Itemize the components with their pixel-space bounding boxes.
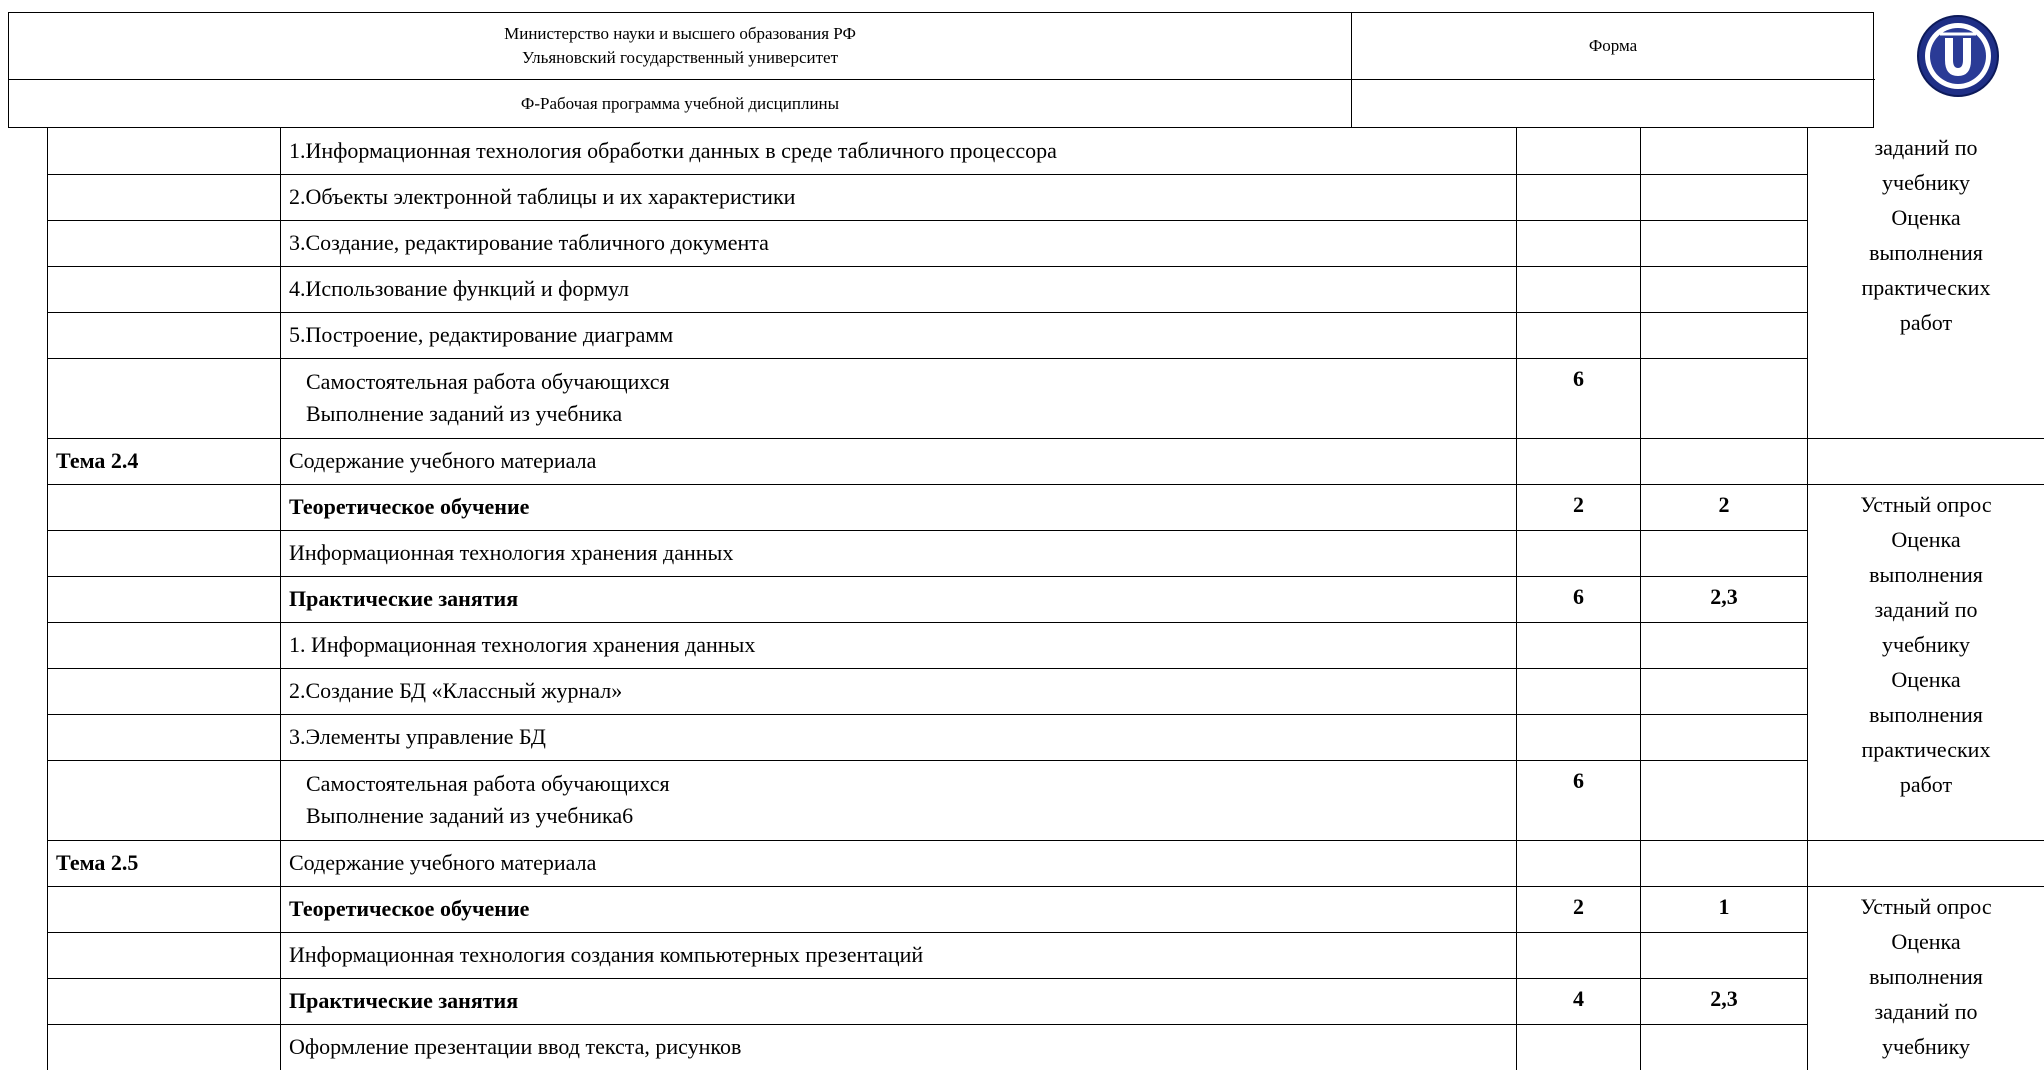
control-forms-cell	[1808, 128, 2044, 438]
level-cell	[1641, 622, 1808, 668]
self-study-title: Самостоятельная работа обучающихся	[306, 768, 1508, 800]
theme-cell	[48, 312, 281, 358]
theme-cell	[48, 576, 281, 622]
form-label-cell	[1351, 13, 1875, 79]
control-line: учебнику	[1816, 165, 2036, 200]
document-title: Ф-Рабочая программа учебной дисциплины	[521, 94, 839, 114]
content-cell: Содержание учебного материала	[281, 840, 1517, 886]
level-cell	[1641, 128, 1808, 174]
content-cell: Практические занятия	[281, 978, 1517, 1024]
self-study-detail: Выполнение заданий из учебника	[306, 398, 1508, 430]
control-line: Устный опрос	[1816, 487, 2036, 522]
table-row	[48, 576, 2044, 622]
level-cell	[1641, 530, 1808, 576]
content-cell: Содержание учебного материала	[281, 438, 1517, 484]
table-row	[48, 438, 2044, 484]
control-line: Устный опрос	[1816, 889, 2036, 924]
level-cell: 2	[1641, 484, 1808, 530]
control-line: заданий по	[1816, 592, 2036, 627]
self-study-title: Самостоятельная работа обучающихся	[306, 366, 1508, 398]
control-line: учебнику	[1816, 627, 2036, 662]
content-cell: 2.Объекты электронной таблицы и их характеристики	[281, 174, 1517, 220]
control-line: заданий по	[1816, 130, 2036, 165]
self-study-detail: Выполнение заданий из учебника6	[306, 800, 1508, 832]
theme-cell	[48, 714, 281, 760]
level-cell: 1	[1641, 886, 1808, 932]
theme-cell	[48, 530, 281, 576]
content-cell: Информационная технология хранения данных	[281, 530, 1517, 576]
level-cell	[1641, 312, 1808, 358]
content-cell: Оформление презентации ввод текста, рисунков	[281, 1024, 1517, 1070]
theme-cell: Тема 2.5	[48, 840, 281, 886]
hours-cell	[1517, 622, 1641, 668]
level-cell	[1641, 220, 1808, 266]
control-line: Оценка	[1816, 924, 2036, 959]
control-line: заданий по	[1816, 994, 2036, 1029]
hours-cell	[1517, 220, 1641, 266]
table-row	[48, 978, 2044, 1024]
table-row	[48, 530, 2044, 576]
control-line: выполнения	[1816, 959, 2036, 994]
content-cell: Теоретическое обучение	[281, 886, 1517, 932]
table-row	[48, 1024, 2044, 1070]
table-row	[48, 840, 2044, 886]
content-cell: Теоретическое обучение	[281, 484, 1517, 530]
hours-cell	[1517, 840, 1641, 886]
university-logo-icon	[1916, 14, 2000, 98]
table-row	[48, 358, 2044, 438]
theme-cell	[48, 174, 281, 220]
control-line: практических	[1816, 732, 2036, 767]
level-cell	[1641, 358, 1808, 438]
hours-cell: 4	[1517, 978, 1641, 1024]
control-forms-cell	[1808, 438, 2044, 484]
content-cell: 5.Построение, редактирование диаграмм	[281, 312, 1517, 358]
theme-cell	[48, 266, 281, 312]
document-header	[8, 12, 1874, 128]
theme-cell: Тема 2.4	[48, 438, 281, 484]
table-row	[48, 714, 2044, 760]
content-cell	[281, 760, 1517, 840]
table-row	[48, 622, 2044, 668]
hours-cell	[1517, 128, 1641, 174]
control-forms-cell	[1808, 840, 2044, 886]
theme-cell	[48, 978, 281, 1024]
level-cell	[1641, 760, 1808, 840]
content-cell: Информационная технология создания компьютерных презентаций	[281, 932, 1517, 978]
content-cell: 3.Создание, редактирование табличного документа	[281, 220, 1517, 266]
document-title-cell	[9, 79, 1351, 129]
form-label: Форма	[1589, 36, 1637, 56]
content-cell: 1. Информационная технология хранения данных	[281, 622, 1517, 668]
control-line: выполнения	[1816, 235, 2036, 270]
table-row	[48, 484, 2044, 530]
level-cell	[1641, 668, 1808, 714]
hours-cell	[1517, 438, 1641, 484]
hours-cell: 2	[1517, 484, 1641, 530]
theme-cell	[48, 220, 281, 266]
table-row	[48, 266, 2044, 312]
table-row	[48, 128, 2044, 174]
level-cell	[1641, 266, 1808, 312]
table-row	[48, 932, 2044, 978]
theme-cell	[48, 760, 281, 840]
theme-cell	[48, 886, 281, 932]
hours-cell: 2	[1517, 886, 1641, 932]
hours-cell	[1517, 174, 1641, 220]
control-forms-cell	[1808, 886, 2044, 1070]
theme-cell	[48, 484, 281, 530]
table-row	[48, 220, 2044, 266]
university-name: Ульяновский государственный университет	[522, 46, 838, 70]
control-line: работ	[1816, 305, 2036, 340]
hours-cell	[1517, 530, 1641, 576]
content-cell: 4.Использование функций и формул	[281, 266, 1517, 312]
control-line: работ	[1816, 767, 2036, 802]
level-cell	[1641, 174, 1808, 220]
control-line: Оценка	[1816, 200, 2036, 235]
hours-cell	[1517, 1024, 1641, 1070]
control-line: выполнения	[1816, 557, 2036, 592]
hours-cell: 6	[1517, 576, 1641, 622]
control-line: Оценка	[1816, 662, 2036, 697]
hours-cell	[1517, 312, 1641, 358]
level-cell: 2,3	[1641, 978, 1808, 1024]
curriculum-table	[47, 128, 2044, 1070]
theme-cell	[48, 128, 281, 174]
hours-cell	[1517, 932, 1641, 978]
content-cell: 2.Создание БД «Классный журнал»	[281, 668, 1517, 714]
level-cell	[1641, 438, 1808, 484]
theme-cell	[48, 1024, 281, 1070]
content-cell: 1.Информационная технология обработки данных в среде табличного процессора	[281, 128, 1517, 174]
hours-cell	[1517, 714, 1641, 760]
control-line: Оценка	[1816, 522, 2036, 557]
level-cell: 2,3	[1641, 576, 1808, 622]
table-row	[48, 760, 2044, 840]
control-line: учебнику	[1816, 1029, 2036, 1064]
content-cell	[281, 358, 1517, 438]
hours-cell: 6	[1517, 760, 1641, 840]
level-cell	[1641, 714, 1808, 760]
header-organization-cell	[9, 13, 1351, 79]
table-row	[48, 668, 2044, 714]
control-line: выполнения	[1816, 697, 2036, 732]
content-cell: Практические занятия	[281, 576, 1517, 622]
theme-cell	[48, 932, 281, 978]
theme-cell	[48, 622, 281, 668]
table-row	[48, 886, 2044, 932]
theme-cell	[48, 358, 281, 438]
level-cell	[1641, 1024, 1808, 1070]
theme-cell	[48, 668, 281, 714]
level-cell	[1641, 840, 1808, 886]
table-row	[48, 174, 2044, 220]
hours-cell	[1517, 266, 1641, 312]
control-forms-cell	[1808, 484, 2044, 840]
table-row	[48, 312, 2044, 358]
ministry-name: Министерство науки и высшего образования РФ	[504, 22, 856, 46]
control-line: практических	[1816, 270, 2036, 305]
level-cell	[1641, 932, 1808, 978]
hours-cell: 6	[1517, 358, 1641, 438]
content-cell: 3.Элементы управление БД	[281, 714, 1517, 760]
hours-cell	[1517, 668, 1641, 714]
